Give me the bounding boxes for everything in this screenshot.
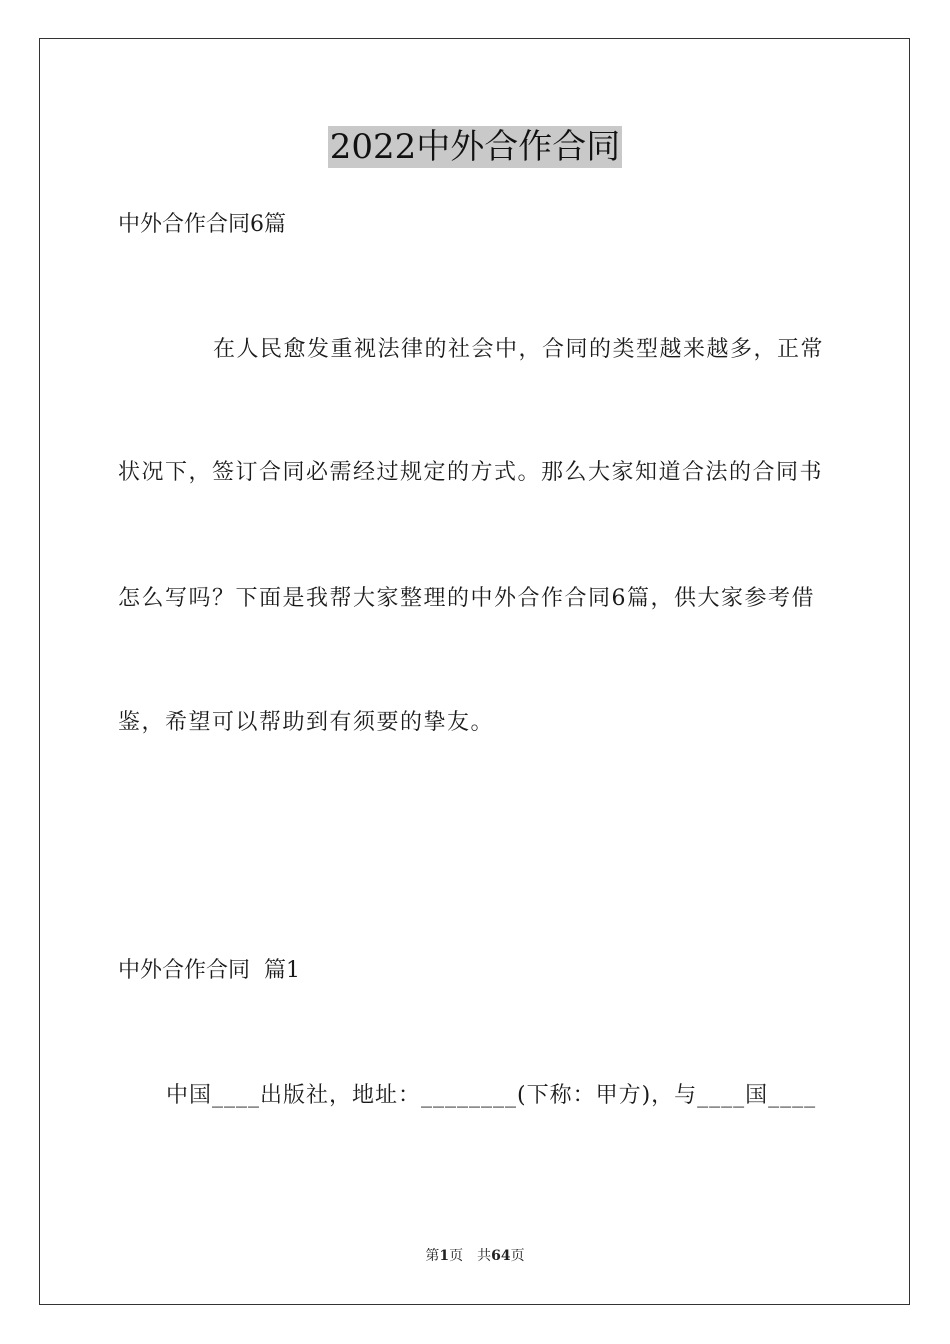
- footer-page-prefix: 第: [425, 1248, 440, 1264]
- footer-page-unit: 页: [449, 1248, 464, 1264]
- intro-paragraph-line-2: 状况下，签订合同必需经过规定的方式。那么大家知道合法的合同书: [118, 460, 824, 485]
- page-footer: [0, 1247, 950, 1265]
- document-title: 2022中外合作合同: [329, 127, 621, 167]
- title-container: [0, 126, 950, 168]
- intro-paragraph-line-3: 怎么写吗？下面是我帮大家整理的中外合作合同6篇，供大家参考借: [118, 586, 815, 611]
- section-heading: 中外合作合同 篇1: [118, 958, 300, 983]
- document-subtitle: 中外合作合同6篇: [118, 212, 286, 237]
- intro-paragraph-line-1: 在人民愈发重视法律的社会中，合同的类型越来越多，正常: [213, 337, 825, 362]
- contract-first-line: 中国____出版社，地址：________(下称：甲方)，与____国____: [166, 1083, 817, 1108]
- footer-page-number: 1: [439, 1248, 450, 1264]
- intro-paragraph-line-4: 鉴，希望可以帮助到有须要的挚友。: [118, 710, 495, 735]
- footer-total-prefix: 共: [477, 1248, 492, 1264]
- footer-total-unit: 页: [510, 1248, 525, 1264]
- footer-total-pages: 64: [491, 1248, 511, 1264]
